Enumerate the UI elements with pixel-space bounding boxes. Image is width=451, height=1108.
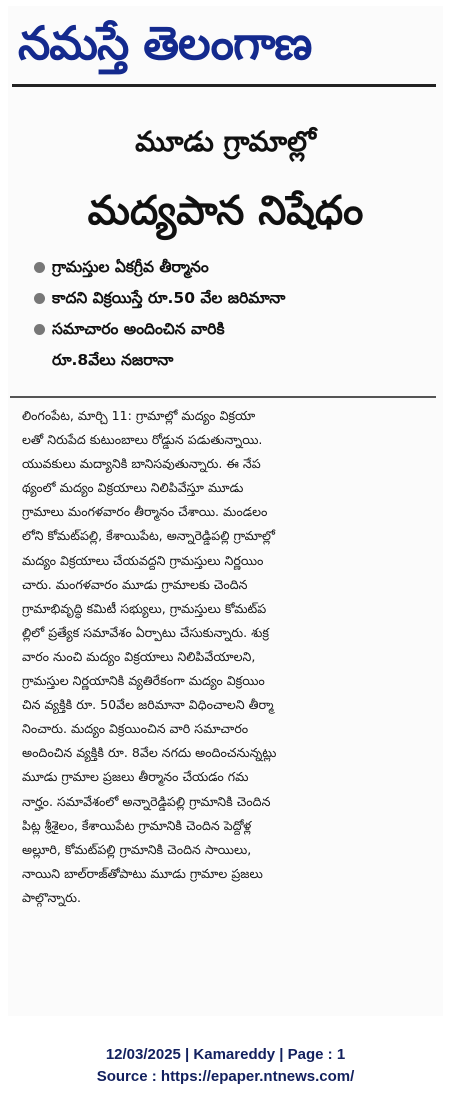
bullet-item [34, 252, 434, 283]
bullet-dot-icon [34, 324, 45, 335]
article-headline: మద్యపాన నిషేధం [87, 188, 364, 234]
article-body-line: చారు. మంగళవారం మూడు గ్రామాలకు చెందిన [22, 576, 248, 592]
article-body-line: అల్లూరి, కోమట్‌పల్లి గ్రామానికి చెందిన సాయిలు, [22, 841, 252, 857]
article-body-line: నార్హం. సమావేశంలో అన్నారెడ్డిపల్లి గ్రామానికి చెందిన [22, 793, 271, 809]
article-body-line: ల్లిలో ప్రత్యేక సమావేశం ఏర్పాటు చేసుకున్నారు. శుక్ర [22, 624, 269, 640]
footer-dateline: 12/03/2025 | Kamareddy | Page : 1 [105, 1046, 346, 1063]
article-kicker: మూడు గ్రామాల్లో [135, 125, 316, 158]
bullet-text: కాదని విక్రయిస్తే రూ.50 వేల జరిమానా [52, 289, 286, 307]
bullet-text: గ్రామస్తుల ఏకగ్రీవ తీర్మానం [52, 258, 209, 276]
article-body-line: అందించిన వ్యక్తికి రూ. 8వేల నగదు అందించనున్నట్లు [22, 745, 277, 761]
bullet-text: సమాచారం అందించిన వారికి [52, 320, 225, 338]
clipping-footer [0, 1044, 451, 1088]
article-body-line: థ్యంలో మద్యం విక్రయాలు నిలిపివేస్తూ మూడు [22, 480, 244, 496]
article-body-line: మూడు గ్రామాల ప్రజలు తీర్మానం చేయడం గమ [22, 769, 249, 785]
highlight-bullets [34, 252, 434, 376]
article-body-line: పిట్ల శ్రీశైలం, కేశాయిపేట గ్రామానికి చెందిన పెద్దోళ్ల [22, 817, 252, 833]
bullet-dot-icon [34, 262, 45, 273]
bullet-item [34, 314, 434, 345]
article-body-line: నించారు. మద్యం విక్రయించిన వారి సమాచారం [22, 721, 249, 737]
article-body-line: లింగంపేట, మార్చి 11: గ్రామాల్లో మద్యం విక్రయా [22, 408, 256, 423]
article-body-line: లోని కోమట్‌పల్లి, కేశాయిపేట, అన్నారెడ్డిపల్లి గ్రామాల్లో [22, 528, 275, 544]
article-body-line: చిన వ్యక్తికి రూ. 50వేల జరిమానా విధించాలని తీర్మా [22, 697, 274, 713]
bullet-dot-icon [34, 293, 45, 304]
section-divider [10, 396, 436, 398]
article-body-line: పాల్గొన్నారు. [22, 889, 81, 905]
article-body-line: నాయిని బాల్‌రాజ్‌తోపాటు మూడు గ్రామాల ప్రజలు [22, 865, 263, 881]
bullet-continuation [34, 345, 434, 376]
footer-source: Source : https://epaper.ntnews.com/ [96, 1068, 355, 1085]
masthead-divider [12, 84, 436, 87]
article-body-line: గ్రామాభివృద్ధి కమిటీ సభ్యులు, గ్రామస్తులు కోమట్‌ప [22, 600, 267, 616]
article-body [22, 404, 440, 910]
newspaper-masthead: నమస్తే తెలంగాణ [18, 16, 312, 70]
article-body-line: వారం నుంచి మద్యం విక్రయాలు నిలిపివేయాలని, [22, 648, 256, 664]
bullet-item [34, 283, 434, 314]
article-body-line: గ్రామాలు మంగళవారం తీర్మానం చేశాయి. మండలం [22, 504, 268, 520]
article-body-line: లతో నిరుపేద కుటుంబాలు రోడ్డున పడుతున్నాయి. [22, 432, 263, 448]
article-body-line: మద్యం విక్రయాలు చేయవద్దని గ్రామస్తులు నిర్ణయిం [22, 552, 264, 568]
article-body-line: యువకులు మద్యానికి బానిసవుతున్నారు. ఈ నేప [22, 456, 261, 472]
bullet-text: రూ.8వేలు నజరానా [52, 351, 174, 369]
article-body-line: గ్రామస్తుల నిర్ణయానికి వ్యతిరేకంగా మద్యం విక్రయిం [22, 673, 265, 689]
